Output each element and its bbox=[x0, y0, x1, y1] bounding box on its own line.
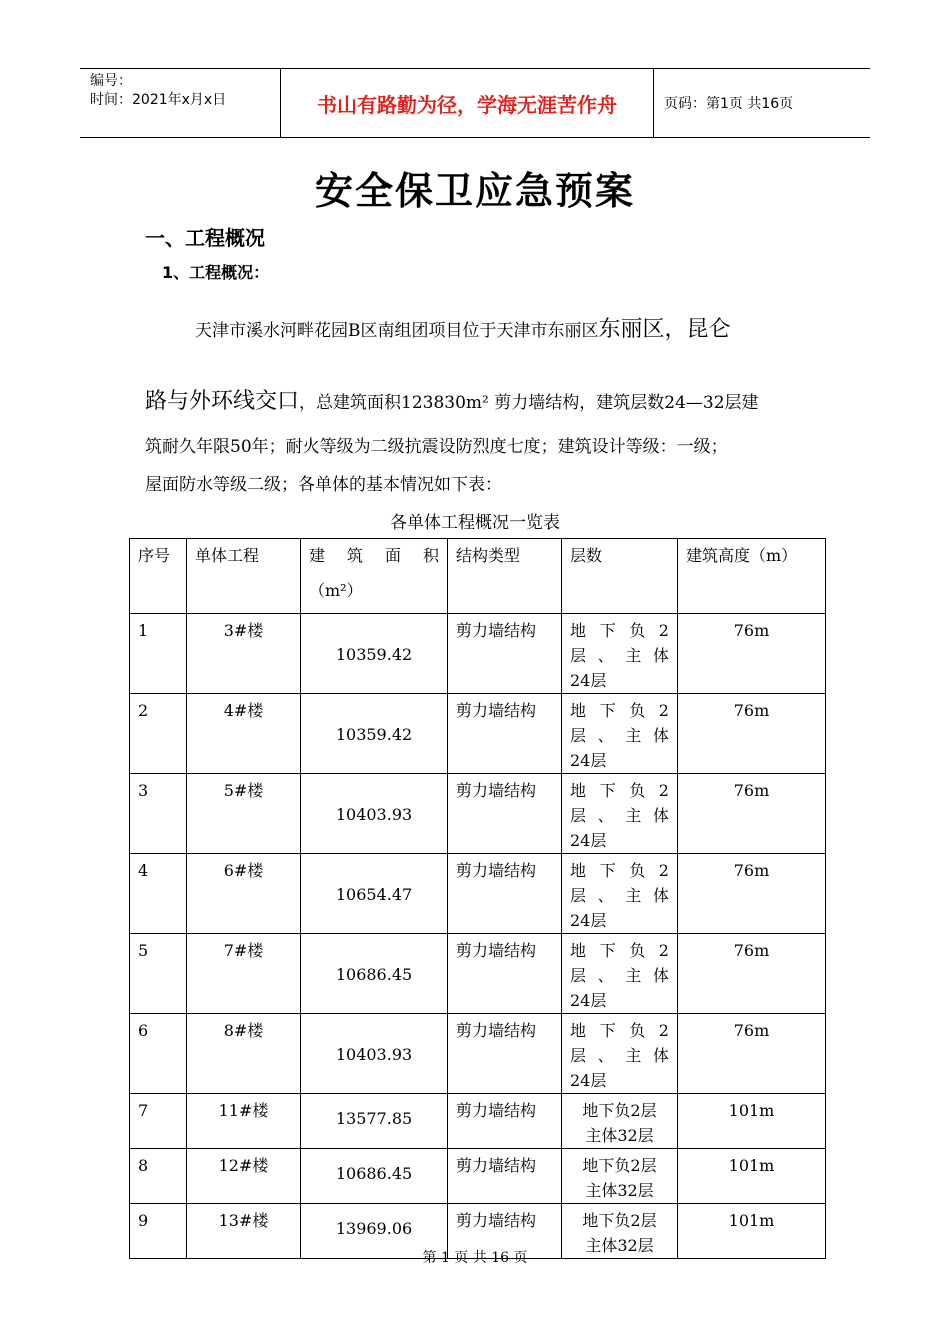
paragraph-line-4: 屋面防水等级二级；各单体的基本情况如下表： bbox=[145, 475, 502, 495]
document-title: 安全保卫应急预案 bbox=[314, 169, 635, 213]
row-floors-cell: 地下负2层 主体32层 bbox=[562, 1094, 678, 1149]
row-area-cell: 10403.93 bbox=[301, 1014, 448, 1094]
row-type-cell: 剪力墙结构 bbox=[448, 1149, 562, 1204]
row-area-cell: 10654.47 bbox=[301, 854, 448, 934]
row-area-cell: 10686.45 bbox=[301, 934, 448, 1014]
row-index-cell: 8 bbox=[130, 1149, 187, 1204]
row-floors-cell: 地 下 负 2 层 、 主 体 24层 bbox=[562, 1014, 678, 1094]
row-area-cell: 13969.06 bbox=[301, 1204, 448, 1259]
row-area-cell: 10359.42 bbox=[301, 694, 448, 774]
row-type-cell: 剪力墙结构 bbox=[448, 854, 562, 934]
row-area-cell: 13577.85 bbox=[301, 1094, 448, 1149]
row-floors-cell: 地下负2层 主体32层 bbox=[562, 1204, 678, 1259]
row-type-cell: 剪力墙结构 bbox=[448, 934, 562, 1014]
row-index-cell: 1 bbox=[130, 614, 187, 694]
row-name-cell: 6#楼 bbox=[187, 854, 301, 934]
row-index-cell: 3 bbox=[130, 774, 187, 854]
row-floors-cell: 地 下 负 2 层 、 主 体 24层 bbox=[562, 694, 678, 774]
row-height-cell: 101m bbox=[678, 1094, 826, 1149]
subsection-heading: 1、工程概况： bbox=[162, 263, 270, 282]
paragraph-text-large: 东丽区，昆仑 bbox=[598, 317, 731, 342]
row-height-cell: 76m bbox=[678, 934, 826, 1014]
row-name-cell: 5#楼 bbox=[187, 774, 301, 854]
row-height-cell: 76m bbox=[678, 694, 826, 774]
table-row bbox=[130, 1094, 826, 1149]
row-floors-cell: 地 下 负 2 层 、 主 体 24层 bbox=[562, 774, 678, 854]
row-index-cell: 2 bbox=[130, 694, 187, 774]
section-heading: 一、工程概况 bbox=[145, 226, 265, 250]
row-height-cell: 76m bbox=[678, 854, 826, 934]
row-name-cell: 12#楼 bbox=[187, 1149, 301, 1204]
row-height-cell: 76m bbox=[678, 774, 826, 854]
row-index-cell: 7 bbox=[130, 1094, 187, 1149]
header-cell: 序号 bbox=[130, 539, 187, 614]
time-label: 时间：2021年x月x日 bbox=[90, 92, 227, 108]
table-row bbox=[130, 774, 826, 854]
row-area-cell: 10403.93 bbox=[301, 774, 448, 854]
paragraph-line-1 bbox=[195, 312, 731, 343]
row-height-cell: 76m bbox=[678, 614, 826, 694]
table-caption: 各单体工程概况一览表 bbox=[390, 513, 560, 533]
row-type-cell: 剪力墙结构 bbox=[448, 1204, 562, 1259]
header-page-code: 页码：第1页 共16页 bbox=[664, 96, 794, 112]
row-height-cell: 76m bbox=[678, 1014, 826, 1094]
page-header bbox=[80, 68, 870, 138]
table-row bbox=[130, 854, 826, 934]
row-area-cell: 10359.42 bbox=[301, 614, 448, 694]
table-row bbox=[130, 1014, 826, 1094]
table-row bbox=[130, 1149, 826, 1204]
paragraph-text-large: 路与外环线交口 bbox=[145, 389, 300, 414]
row-floors-cell: 地 下 负 2 层 、 主 体 24层 bbox=[562, 854, 678, 934]
number-label: 编号： bbox=[90, 73, 132, 89]
row-name-cell: 11#楼 bbox=[187, 1094, 301, 1149]
row-name-cell: 3#楼 bbox=[187, 614, 301, 694]
row-type-cell: 剪力墙结构 bbox=[448, 1094, 562, 1149]
row-type-cell: 剪力墙结构 bbox=[448, 774, 562, 854]
row-floors-cell: 地 下 负 2 层 、 主 体 24层 bbox=[562, 614, 678, 694]
header-cell: 建筑高度（m） bbox=[678, 539, 826, 614]
header-motto: 书山有路勤为径，学海无涯苦作舟 bbox=[280, 69, 654, 137]
page-footer: 第 1 页 共 16 页 bbox=[422, 1250, 528, 1266]
row-index-cell: 4 bbox=[130, 854, 187, 934]
row-name-cell: 8#楼 bbox=[187, 1014, 301, 1094]
row-type-cell: 剪力墙结构 bbox=[448, 694, 562, 774]
header-cell: 建 筑 面 积 （m²） bbox=[301, 539, 448, 614]
paragraph-text: ，总建筑面积123830m² 剪力墙结构，建筑层数24—32层建 bbox=[299, 393, 759, 413]
row-index-cell: 9 bbox=[130, 1204, 187, 1259]
row-height-cell: 101m bbox=[678, 1149, 826, 1204]
row-floors-cell: 地 下 负 2 层 、 主 体 24层 bbox=[562, 934, 678, 1014]
row-floors-cell: 地下负2层 主体32层 bbox=[562, 1149, 678, 1204]
header-cell: 单体工程 bbox=[187, 539, 301, 614]
table-row bbox=[130, 694, 826, 774]
table-row bbox=[130, 934, 826, 1014]
paragraph-line-2 bbox=[145, 384, 759, 415]
buildings-table bbox=[129, 538, 826, 1259]
row-area-cell: 10686.45 bbox=[301, 1149, 448, 1204]
row-index-cell: 6 bbox=[130, 1014, 187, 1094]
header-meta bbox=[80, 69, 280, 137]
header-cell: 结构类型 bbox=[448, 539, 562, 614]
row-type-cell: 剪力墙结构 bbox=[448, 1014, 562, 1094]
paragraph-line-3: 筑耐久年限50年；耐火等级为二级抗震设防烈度七度；建筑设计等级：一级； bbox=[145, 437, 728, 457]
paragraph-text: 天津市溪水河畔花园B区南组团项目位于天津市东丽区 bbox=[195, 321, 599, 341]
row-name-cell: 7#楼 bbox=[187, 934, 301, 1014]
row-index-cell: 5 bbox=[130, 934, 187, 1014]
table-row bbox=[130, 614, 826, 694]
row-height-cell: 101m bbox=[678, 1204, 826, 1259]
row-name-cell: 4#楼 bbox=[187, 694, 301, 774]
row-type-cell: 剪力墙结构 bbox=[448, 614, 562, 694]
header-cell: 层数 bbox=[562, 539, 678, 614]
row-name-cell: 13#楼 bbox=[187, 1204, 301, 1259]
table-header-row bbox=[130, 539, 826, 614]
